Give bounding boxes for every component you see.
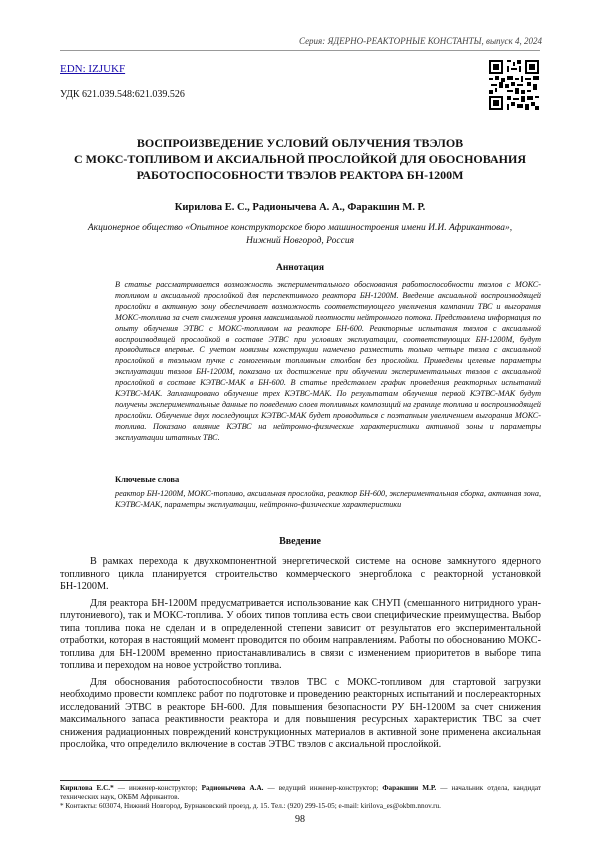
edn-link[interactable]: EDN: IZJUKF	[60, 63, 126, 75]
header-rule	[60, 50, 540, 51]
page-number: 98	[295, 814, 305, 825]
udk-code: УДК 621.039.548:621.039.526	[60, 89, 185, 100]
footnote-role-1: — инженер-конструктор;	[113, 784, 202, 792]
intro-paragraph-2: Для реактора БН-1200М предусматривается использование как СНУП (смешанного нитридного уран-плутониевого), так и МОКС-топлива. У обоих типов топлива есть свои специфические преимущества. Выбор типа топлива пока не сделан и в определенной степени зависит от результатов его экспериментальной отработки, которая в настоящий момент проводится по обоим направлениям. Работы по обоснованию МОКС-топлива для БН-1200М временно приостанавливались в связи с изменением приоритетов в выборе типа топлива и переходом на новое устройство топлива.	[60, 597, 541, 671]
affiliation	[60, 222, 540, 247]
footnote-authors	[60, 784, 541, 802]
title-line-1: ВОСПРОИЗВЕДЕНИЕ УСЛОВИЙ ОБЛУЧЕНИЯ ТВЭЛОВ	[136, 136, 464, 150]
abstract-heading: Аннотация	[275, 263, 325, 273]
series-header: Серия: ЯДЕРНО-РЕАКТОРНЫЕ КОНСТАНТЫ, выпуск 4, 2024	[299, 36, 542, 46]
footnote-contacts: * Контакты: 603074, Нижний Новгород, Бурнаковский проезд, д. 15. Тел.: (920) 299-15-05; e-mail: kirilova_es@okbm.nnov.ru.	[60, 802, 441, 811]
footnote-author-3: Фаракшин М.Р.	[382, 784, 437, 792]
title-line-3: РАБОТОСПОСОБНОСТИ ТВЭЛОВ РЕАКТОРА БН-1200М	[136, 168, 464, 182]
footnote-rule	[60, 780, 180, 781]
affiliation-line-2: Нижний Новгород, Россия	[246, 235, 354, 246]
title-line-2: С МОКС-ТОПЛИВОМ И АКСИАЛЬНОЙ ПРОСЛОЙКОЙ ДЛЯ ОБОСНОВАНИЯ	[73, 152, 527, 166]
intro-paragraph-3: Для обоснования работоспособности твэлов ТВС с МОКС-топливом для стартовой загрузки необходимо провести комплекс работ по подготовке и проведению реакторных испытаний и послереакторных исследований ЭТВС в реакторе БН-600. Для повышения безопасности РУ БН-1200М за счет снижения максимального запаса реактивности реактора и для повышения ресурсных характеристик ТВС за счет снижения радиационных повреждений конструкционных материалов в активной зоне применена аксиальная прослойка, что определило включение в состав ЭТВС твэлов с аксиальной прослойкой.	[60, 676, 541, 750]
keywords-text: реактор БН-1200М, МОКС-топливо, аксиальная прослойка, реактор БН-600, экспериментальная сборка, активная зона, КЭТВС-МАК, параметры эксплуатации, нейтронно-физические характеристики	[115, 489, 541, 509]
article-title	[60, 135, 540, 183]
authors: Кирилова Е. С., Радионычева А. А., Фаракшин М. Р.	[174, 202, 426, 213]
footnote-role-2: — ведущий инженер-конструктор;	[263, 784, 383, 792]
footnote-author-2: Радионычева А.А.	[201, 784, 264, 792]
footnote-author-1: Кирилова Е.С.*	[60, 784, 114, 792]
intro-heading: Введение	[279, 536, 321, 547]
intro-paragraph-1: В рамках перехода к двухкомпонентной энергетической системе на основе замкнутого ядерного топливного цикла планируется строительство коммерческого энергоблока с реакторной установкой БН-1200М.	[60, 556, 541, 592]
keywords-heading: Ключевые слова	[115, 474, 180, 484]
qr-code-icon	[489, 60, 539, 110]
footnote-role-3: — начальник отдела, кандидат технических наук, ОКБМ Африкантов.	[60, 784, 542, 802]
affiliation-line-1: Акционерное общество «Опытное конструкторское бюро машиностроения имени И.И. Африкантова»,	[87, 223, 513, 233]
footnote	[60, 784, 541, 812]
intro-body	[60, 556, 541, 752]
abstract-text: В статье рассматривается возможность экспериментального обоснования работоспособности твэлов с МОКС-топливом и аксиальной прослойкой для перспективного реактора БН-1200М. Введение аксиальной воспроизводящей прослойки в активную зону обеспечивает возможность соответствующего увеличения кампании ТВС и выгорания МОКС-топлива за счет снижения уровня максимальной плотности нейтронного потока. Представлена информация по опыту облучения ЭТВС с МОКС-топливом на реакторе БН-600. Реакторные испытания твэлов с аксиальной воспроизводящей прослойкой в составе ЭТВС при условиях эксплуатации, соответствующих БН-1200М, будут проводиться впервые. С учетом новизны конструкции намечено разместить только четыре твэла с аксиальной прослойкой в твэльном пучке с гомогенным топливным столбом без прослойки. Приведены целевые параметры эксплуатации твэлов БН-1200М, показано их достижение при облучении экспериментальных твэлов с аксиальной прослойкой в составе КЭТВС-МАК в БН-600. В статье представлен график проведения реакторных испытаний КЭТВС-МАК. Запланировано облучение трех КЭТВС-МАК. По результатам облучения первой КЭТВС-МАК будут получены экспериментальные данные по поведению слоев топливных композиций на границе топлива и воспроизводящей прослойки. Облучение двух последующих КЭТВС-МАК будет проводиться с поэтапным увеличением выгорания МОКС-топлива. Показано влияние КЭТВС на нейтронно-физические характеристики активной зоны и параметры эксплуатации штатных ТВС.	[115, 280, 541, 442]
